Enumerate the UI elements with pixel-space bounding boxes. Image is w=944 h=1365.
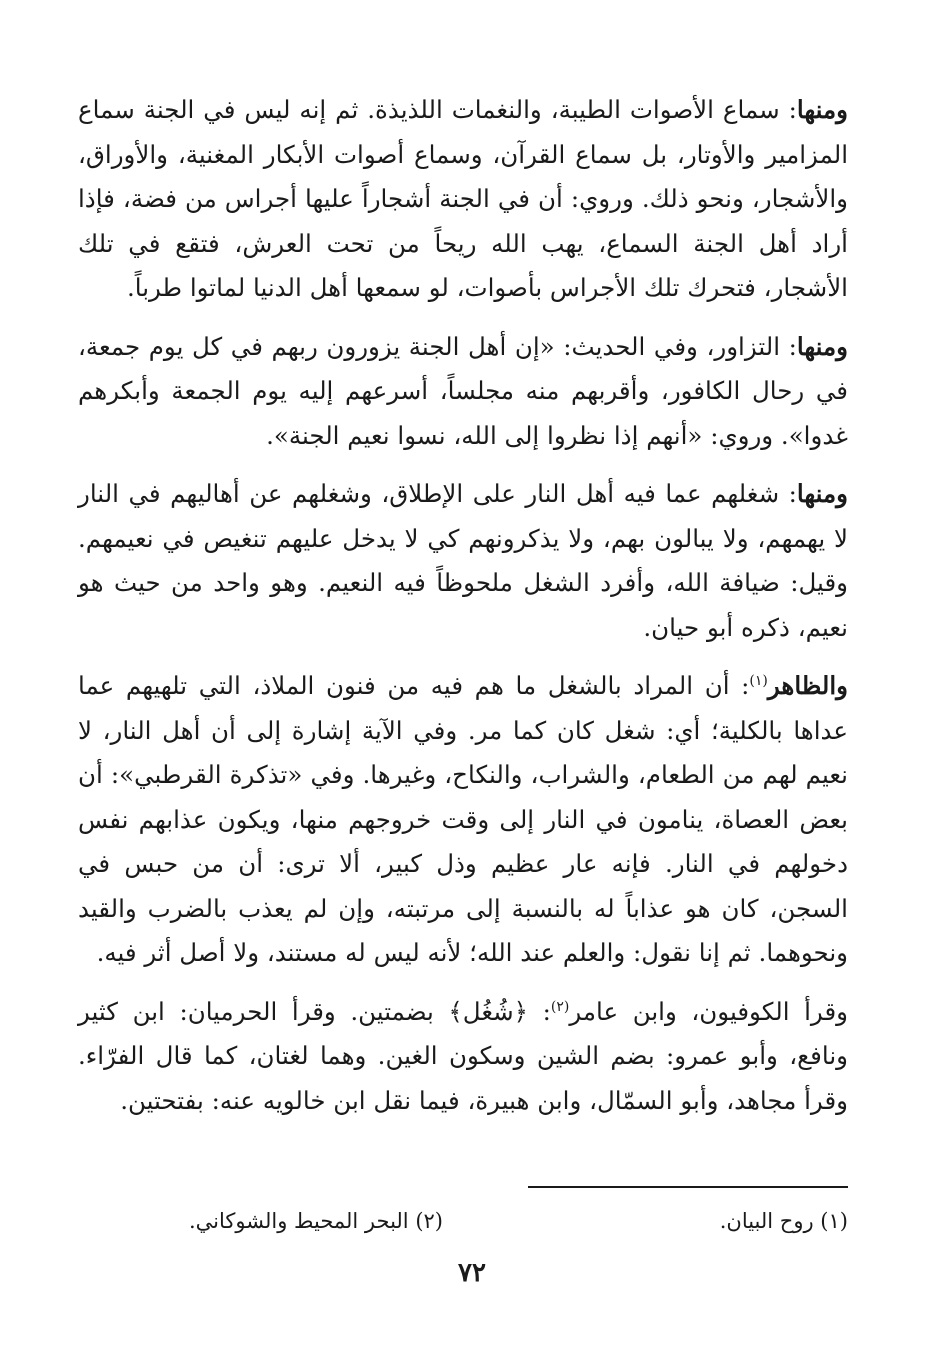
footnote-2: (٢) البحر المحيط والشوكاني.: [189, 1209, 443, 1233]
footnote-divider: [528, 1186, 848, 1188]
paragraph-3: [78, 472, 848, 650]
paragraph-lead: والظاهر: [767, 671, 848, 700]
paragraph-2: [78, 325, 848, 459]
footnote-ref-2: (٢): [550, 998, 570, 1015]
paragraph-body: : ﴿شُغُل﴾ بضمتين. وقرأ الحرميان: ابن كثير ونافع، وأبو عمرو: بضم الشين وسكون الغين. وهما لغتان، كما قال الفرّاء. وقرأ مجاهد، وأبو السمّال، وابن هبيرة، فيما نقل ابن خالويه عنه: بفتحتين.: [78, 996, 848, 1115]
paragraph-lead: ومنها: [796, 479, 848, 508]
paragraph-body: : سماع الأصوات الطيبة، والنغمات اللذيذة. ثم إنه ليس في الجنة سماع المزامير والأوتار، بل سماع القرآن، وسماع أصوات الأبكار المغنية، والأوراق، والأشجار، ونحو ذلك. وروي: أن في الجنة أشجاراً عليها أجراس من فضة، فإذا أراد أهل الجنة السماع، يهب الله ريحاً من تحت العرش، فتقع في تلك الأشجار، فتحرك تلك الأجراس بأصوات، لو سمعها أهل الدنيا لماتوا طرباً.: [78, 95, 848, 302]
paragraph-body: : أن المراد بالشغل ما هم فيه من فنون الملاذ، التي تلهيهم عما عداها بالكلية؛ أي: شغل كان كما مر. وفي الآية إشارة إلى أن أهل النار، لا نعيم لهم من الطعام، والشراب، والنكاح، وغيرها. وفي «تذكرة القرطبي»: أن بعض العصاة، ينامون في النار إلى وقت خروجهم منها، ويكون عذابهم نفس دخولهم في النار. فإنه عار عظيم وذل كبير، ألا ترى: أن من حبس في السجن، كان هو عذاباً له بالنسبة إلى مرتبته، وإن لم يعذب بالضرب والقيد ونحوهما. ثم إنا نقول: والعلم عند الله؛ لأنه ليس له مستند، ولا أصل أثر فيه.: [78, 671, 848, 967]
paragraph-body: : التزاور، وفي الحديث: «إن أهل الجنة يزورون ربهم في كل يوم جمعة، في رحال الكافور، وأقربهم منه مجلساً، أسرعهم إليه يوم الجمعة وأبكرهم غدوا». وروي: «أنهم إذا نظروا إلى الله، نسوا نعيم الجنة».: [78, 331, 848, 450]
paragraph-5: [78, 990, 848, 1124]
footnote-1: (١) روح البيان.: [719, 1209, 848, 1233]
paragraph-1: [78, 88, 848, 311]
footnote-ref-1: (١): [749, 672, 768, 689]
page-number: ٧٢: [458, 1258, 486, 1288]
paragraph-intro: وقرأ الكوفيون، وابن عامر: [569, 996, 848, 1026]
paragraph-lead: ومنها: [796, 95, 848, 124]
paragraph-body: : شغلهم عما فيه أهل النار على الإطلاق، وشغلهم عن أهاليهم في النار لا يهمهم، ولا يبالون بهم، ولا يذكرونهم كي لا يدخل عليهم تنغيص في نعيمهم. وقيل: ضيافة الله، وأفرد الشغل ملحوظاً فيه النعيم. وهو واحد من حيث هو نعيم، ذكره أبو حيان.: [78, 479, 848, 642]
paragraph-4: [78, 664, 848, 976]
main-text: [78, 88, 848, 1137]
paragraph-lead: ومنها: [796, 331, 848, 361]
